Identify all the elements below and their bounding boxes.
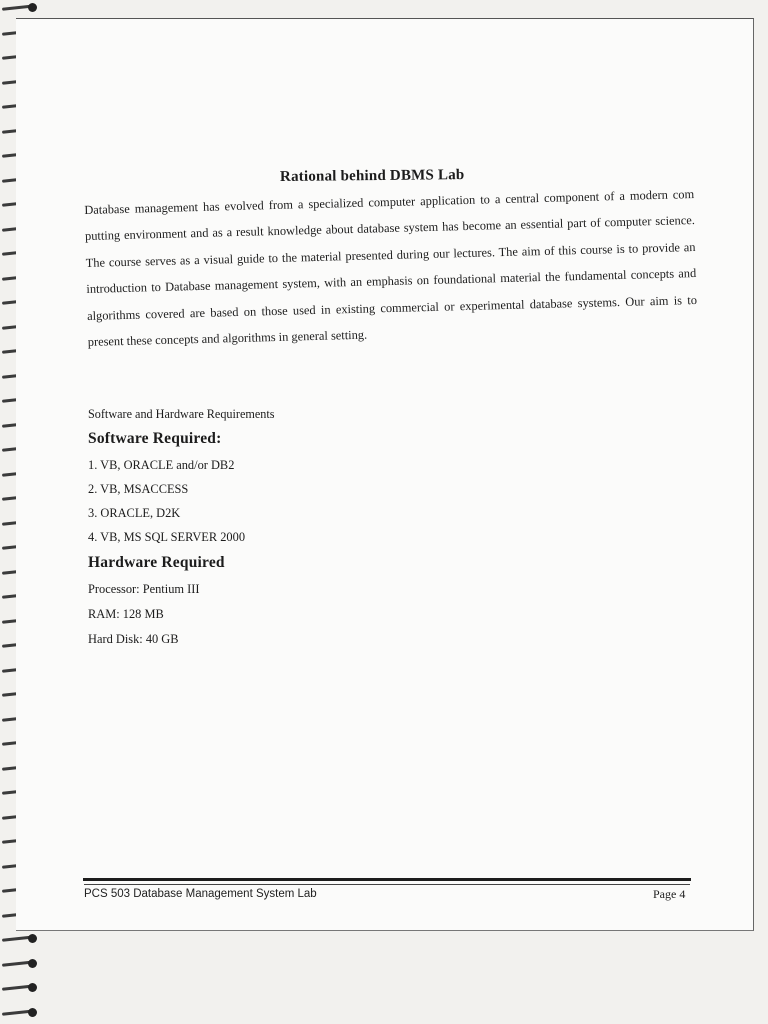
- software-item: 1. VB, ORACLE and/or DB2: [88, 458, 235, 472]
- document-title: Rational behind DBMS Lab: [279, 167, 465, 185]
- hardware-item: Hard Disk: 40 GB: [88, 632, 179, 646]
- page-number: Page 4: [653, 887, 686, 901]
- intro-paragraph: Database management has evolved from a specialized computer application to a central component of a modern com putting environment and as a result knowledge about database system has become an essential part of computer science. The course serves as a visual guide to the material presented during our lectures. The aim of this course is to provide an introduction to Database management system, with an emphasis on foundational material the fundamental concepts and algorithms covered are based on those used in existing commercial or experimental database systems. Our aim is to present these concepts and algorithms in general setting.: [84, 187, 698, 349]
- requirements-heading: Software and Hardware Requirements: [88, 407, 275, 421]
- binding-coil-icon: [2, 1007, 42, 1019]
- binding-coil-icon: [2, 958, 42, 970]
- hardware-item: RAM: 128 MB: [88, 607, 164, 621]
- software-item: 4. VB, MS SQL SERVER 2000: [88, 530, 246, 544]
- binding-coil-icon: [2, 933, 42, 945]
- binding-coil-icon: [2, 2, 42, 14]
- hardware-heading: Hardware Required: [88, 554, 225, 571]
- footer-course-title: PCS 503 Database Management System Lab: [84, 888, 317, 900]
- requirements-section: [88, 401, 448, 652]
- hardware-item: Processor: Pentium III: [88, 582, 200, 596]
- binding-coil-icon: [2, 982, 42, 994]
- footer-divider: [83, 878, 691, 881]
- software-item: 3. ORACLE, D2K: [88, 506, 181, 520]
- software-heading: Software Required:: [88, 430, 222, 447]
- document-page: [16, 18, 754, 931]
- software-item: 2. VB, MSACCESS: [88, 482, 189, 496]
